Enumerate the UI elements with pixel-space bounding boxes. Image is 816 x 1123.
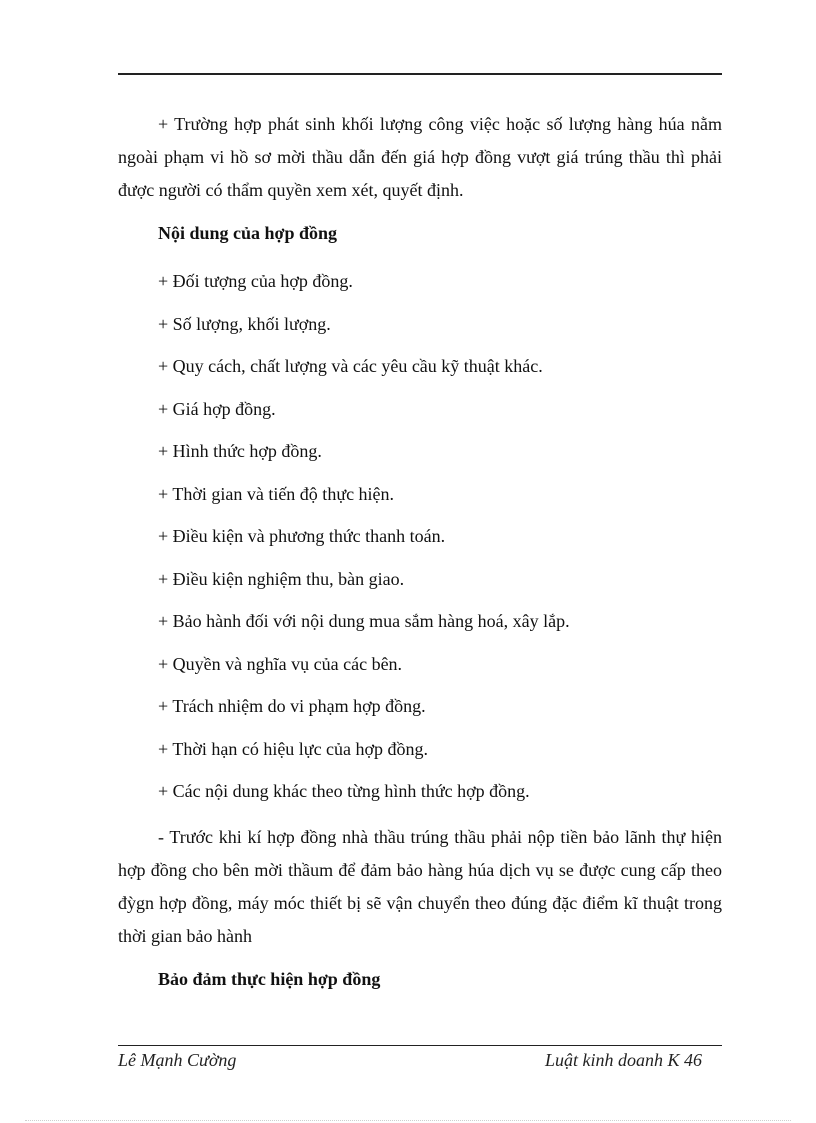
list-item: + Quyền và nghĩa vụ của các bên. — [158, 653, 403, 674]
list-item: + Hình thức hợp đồng. — [158, 441, 322, 461]
footer-author: Lê Mạnh Cường — [118, 1050, 237, 1070]
footer-rule — [118, 1045, 722, 1046]
list-item: + Điều kiện nghiệm thu, bàn giao. — [158, 568, 405, 589]
page-footer — [118, 1050, 722, 1071]
list-item: + Số lượng, khối lượng. — [158, 313, 331, 334]
list-item: + Các nội dung khác theo từng hình thức hợp đồng. — [158, 781, 530, 801]
list-item: + Đối tượng của hợp đồng. — [158, 271, 353, 291]
list-item: + Thời gian và tiến độ thực hiện. — [158, 483, 395, 504]
paragraph-price-change: + Trường hợp phát sinh khối lượng công việc hoặc số lượng hàng húa nằm ngoài phạm vi hồ sơ mời thầu dẫn đến giá hợp đồng vượt giá trúng thầu thì phải được người có thẩm quyền xem xét, quyết định. — [118, 114, 722, 200]
heading-contract-content: Nội dung của hợp đồng — [158, 223, 338, 243]
page-edge — [25, 1120, 791, 1121]
header-rule — [118, 73, 722, 75]
heading-performance-guarantee: Bảo đảm thực hiện hợp đồng — [158, 968, 381, 989]
list-item: + Trách nhiệm do vi phạm hợp đồng. — [158, 696, 426, 716]
page-body — [118, 108, 722, 1006]
paragraph-guarantee: - Trước khi kí hợp đồng nhà thầu trúng thầu phải nộp tiền bảo lãnh thự hiện hợp đồng cho bên mời thầum để đảm bảo hàng húa dịch vụ se được cung cấp theo đỳgn hợp đồng, máy móc thiết bị sẽ vận chuyển theo đúng đặc điểm kĩ thuật trong thời gian bảo hành — [118, 826, 722, 946]
list-item: + Quy cách, chất lượng và các yêu cầu kỹ thuật khác. — [158, 356, 543, 376]
list-item: + Thời hạn có hiệu lực của hợp đồng. — [158, 738, 429, 759]
list-item: + Bảo hành đối với nội dung mua sắm hàng hoá, xây lắp. — [158, 611, 570, 631]
footer-course: Luật kinh doanh K 46 — [544, 1050, 702, 1070]
spacer — [118, 813, 722, 821]
list-item: + Giá hợp đồng. — [158, 398, 276, 419]
contract-content-list — [118, 260, 722, 813]
list-item: + Điều kiện và phương thức thanh toán. — [158, 526, 446, 546]
